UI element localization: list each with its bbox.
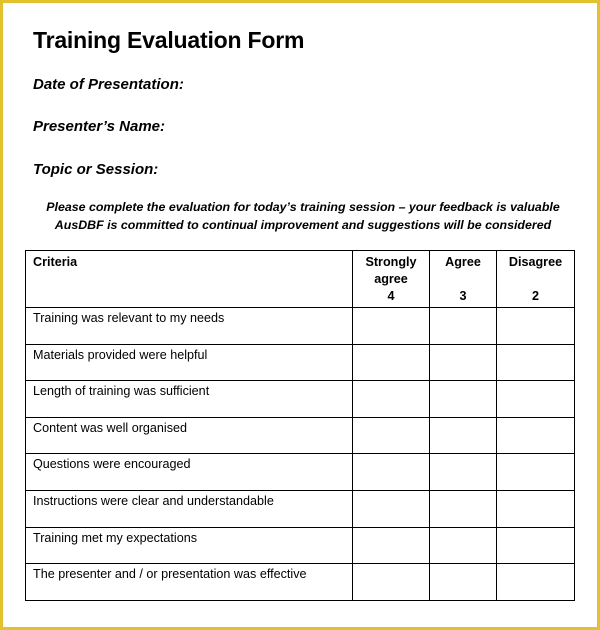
rating-cell-strongly-agree[interactable] bbox=[353, 527, 430, 564]
topic-or-session-label: Topic or Session: bbox=[33, 161, 159, 178]
disagree-score: 2 bbox=[531, 289, 539, 303]
table-row bbox=[26, 417, 575, 454]
rating-cell-agree[interactable] bbox=[430, 564, 497, 601]
criterion-expectations: Training met my expectations bbox=[26, 527, 353, 564]
table-row bbox=[26, 454, 575, 491]
table-row bbox=[26, 308, 575, 345]
strongly-agree-label-line2: agree bbox=[374, 272, 408, 286]
rating-cell-disagree[interactable] bbox=[497, 344, 575, 381]
criterion-length: Length of training was sufficient bbox=[26, 381, 353, 418]
rating-cell-strongly-agree[interactable] bbox=[353, 564, 430, 601]
criterion-relevant: Training was relevant to my needs bbox=[26, 308, 353, 345]
rating-cell-agree[interactable] bbox=[430, 454, 497, 491]
rating-cell-disagree[interactable] bbox=[497, 454, 575, 491]
rating-cell-agree[interactable] bbox=[430, 344, 497, 381]
strongly-agree-label-line1: Strongly bbox=[365, 255, 417, 269]
rating-cell-agree[interactable] bbox=[430, 490, 497, 527]
criterion-presenter: The presenter and / or presentation was effective bbox=[26, 564, 353, 601]
rating-cell-strongly-agree[interactable] bbox=[353, 308, 430, 345]
rating-cell-disagree[interactable] bbox=[497, 527, 575, 564]
rating-cell-disagree[interactable] bbox=[497, 381, 575, 418]
form-page bbox=[3, 3, 597, 627]
rating-cell-strongly-agree[interactable] bbox=[353, 417, 430, 454]
disagree-label-spacer bbox=[497, 271, 574, 288]
criterion-instructions: Instructions were clear and understandable bbox=[26, 490, 353, 527]
table-header-row bbox=[26, 251, 575, 308]
form-title: Training Evaluation Form bbox=[33, 27, 305, 53]
rating-cell-strongly-agree[interactable] bbox=[353, 381, 430, 418]
disagree-label: Disagree bbox=[508, 255, 563, 269]
table-row bbox=[26, 490, 575, 527]
presenter-name-label: Presenter’s Name: bbox=[33, 118, 166, 135]
rating-cell-strongly-agree[interactable] bbox=[353, 344, 430, 381]
instructions bbox=[23, 198, 583, 234]
instructions-line-2: AusDBF is committed to continual improvement and suggestions will be considered bbox=[54, 218, 552, 232]
date-of-presentation-label: Date of Presentation: bbox=[33, 76, 184, 93]
rating-cell-disagree[interactable] bbox=[497, 417, 575, 454]
rating-cell-agree[interactable] bbox=[430, 417, 497, 454]
evaluation-table bbox=[25, 250, 575, 601]
rating-cell-agree[interactable] bbox=[430, 308, 497, 345]
rating-cell-agree[interactable] bbox=[430, 381, 497, 418]
table-row bbox=[26, 381, 575, 418]
instructions-line-1: Please complete the evaluation for today’s training session – your feedback is valuable bbox=[46, 200, 560, 214]
agree-score: 3 bbox=[459, 289, 467, 303]
rating-cell-disagree[interactable] bbox=[497, 308, 575, 345]
rating-cell-strongly-agree[interactable] bbox=[353, 490, 430, 527]
rating-cell-agree[interactable] bbox=[430, 527, 497, 564]
criteria-header: Criteria bbox=[26, 251, 353, 308]
criterion-questions: Questions were encouraged bbox=[26, 454, 353, 491]
criterion-materials: Materials provided were helpful bbox=[26, 344, 353, 381]
table-row bbox=[26, 527, 575, 564]
strongly-agree-score: 4 bbox=[387, 289, 395, 303]
disagree-header bbox=[497, 251, 575, 308]
criterion-content: Content was well organised bbox=[26, 417, 353, 454]
rating-cell-disagree[interactable] bbox=[497, 564, 575, 601]
agree-label-spacer bbox=[430, 271, 496, 288]
table-row bbox=[26, 564, 575, 601]
strongly-agree-header bbox=[353, 251, 430, 308]
rating-cell-strongly-agree[interactable] bbox=[353, 454, 430, 491]
agree-label: Agree bbox=[445, 255, 481, 269]
rating-cell-disagree[interactable] bbox=[497, 490, 575, 527]
table-row bbox=[26, 344, 575, 381]
agree-header bbox=[430, 251, 497, 308]
